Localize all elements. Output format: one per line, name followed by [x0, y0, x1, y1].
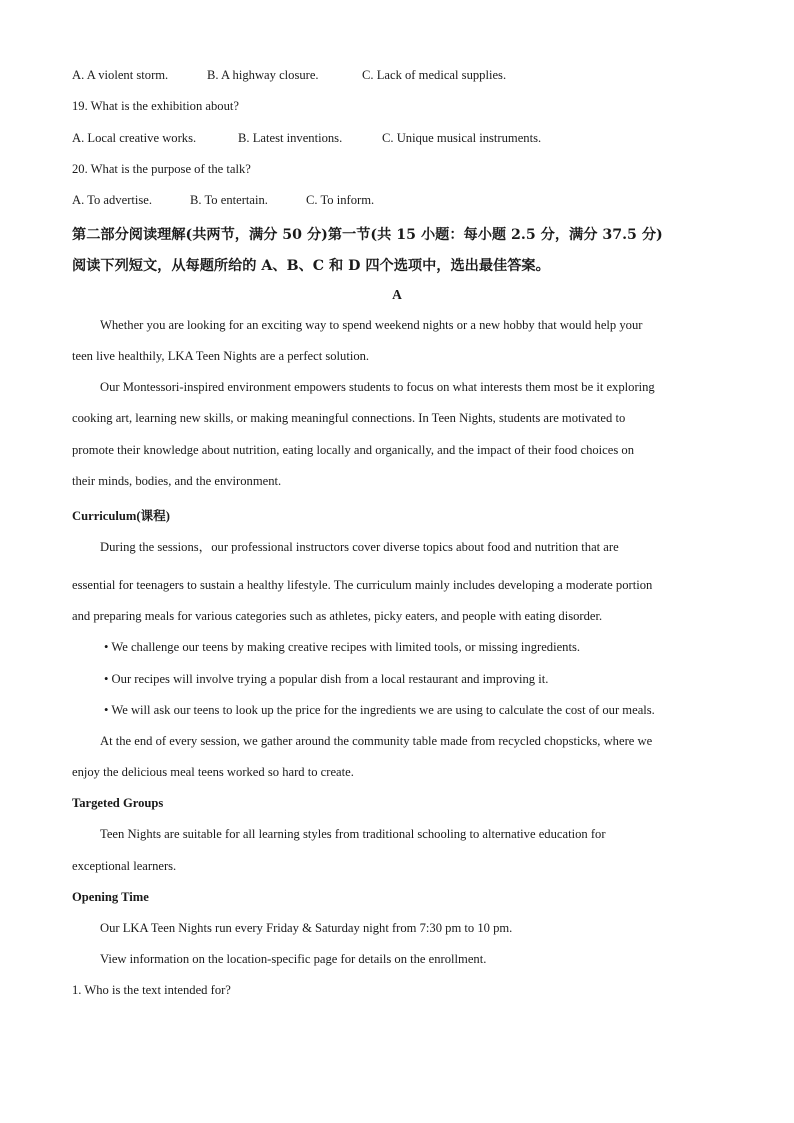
intro-p2-line-4: their minds, bodies, and the environment.: [72, 474, 282, 488]
intro-p2-line-1: Our Montessori-inspired environment empowers students to focus on what interests them most be it exploring: [100, 380, 655, 394]
q20-option-a: A. To advertise.: [72, 193, 153, 207]
time-p1: Our LKA Teen Nights run every Friday & Saturday night from 7:30 pm to 10 pm.: [100, 921, 513, 935]
passage-label: A: [392, 287, 402, 302]
q19-question: 19. What is the exhibition about?: [72, 99, 239, 113]
intro-p1-line-2: teen live healthily, LKA Teen Nights are a perfect solution.: [72, 349, 370, 363]
q19-option-b: B. Latest inventions.: [238, 131, 343, 145]
curriculum-p2-line-2: enjoy the delicious meal teens worked so hard to create.: [72, 765, 354, 779]
time-heading: Opening Time: [72, 890, 149, 904]
q18-option-c: C. Lack of medical supplies.: [362, 68, 507, 82]
q18-option-b: B. A highway closure.: [207, 68, 319, 82]
curriculum-heading: Curriculum(课程): [72, 509, 170, 523]
q1-question: 1. Who is the text intended for?: [72, 983, 231, 997]
curriculum-p1-line-3: and preparing meals for various categories such as athletes, picky eaters, and people with eating disorder.: [72, 609, 603, 623]
q18-option-a: A. A violent storm.: [72, 68, 169, 82]
intro-p2-line-3: promote their knowledge about nutrition, eating locally and organically, and the impact of their food choices on: [72, 443, 635, 457]
groups-p-line-2: exceptional learners.: [72, 859, 177, 873]
groups-p-line-1: Teen Nights are suitable for all learning styles from traditional schooling to alternative education for: [100, 827, 606, 841]
intro-p2-line-2: cooking art, learning new skills, or making meaningful connections. In Teen Nights, students are motivated to: [72, 411, 626, 425]
bullet-item-3: • We will ask our teens to look up the price for the ingredients we are using to calculate the cost of our meals.: [104, 703, 655, 717]
bullet-item-2: • Our recipes will involve trying a popular dish from a local restaurant and improving it.: [104, 672, 549, 686]
q19-option-c: C. Unique musical instruments.: [382, 131, 542, 145]
intro-p1-line-1: Whether you are looking for an exciting way to spend weekend nights or a new hobby that would help your: [100, 318, 643, 332]
section-instruction: 阅读下列短文，从每题所给的 A、B、C 和 D 四个选项中，选出最佳答案。: [72, 258, 550, 274]
q20-question: 20. What is the purpose of the talk?: [72, 162, 251, 176]
q19-option-a: A. Local creative works.: [72, 131, 197, 145]
groups-heading: Targeted Groups: [72, 796, 164, 810]
curriculum-p1-line-2: essential for teenagers to sustain a healthy lifestyle. The curriculum mainly includes developing a moderate portion: [72, 578, 653, 592]
curriculum-p1-line-1: During the sessions，our professional instructors cover diverse topics about food and nutrition that are: [100, 540, 619, 554]
q20-option-c: C. To inform.: [306, 193, 375, 207]
section-heading: 第二部分阅读理解(共两节，满分 50 分)第一节(共 15 小题：每小题 2.5 分，满分 37.5 分): [72, 227, 663, 243]
time-p2: View information on the location-specific page for details on the enrollment.: [100, 952, 487, 966]
bullet-item-1: • We challenge our teens by making creative recipes with limited tools, or missing ingredients.: [104, 640, 581, 654]
curriculum-p2-line-1: At the end of every session, we gather around the community table made from recycled chopsticks, where we: [100, 734, 653, 748]
q20-option-b: B. To entertain.: [190, 193, 268, 207]
